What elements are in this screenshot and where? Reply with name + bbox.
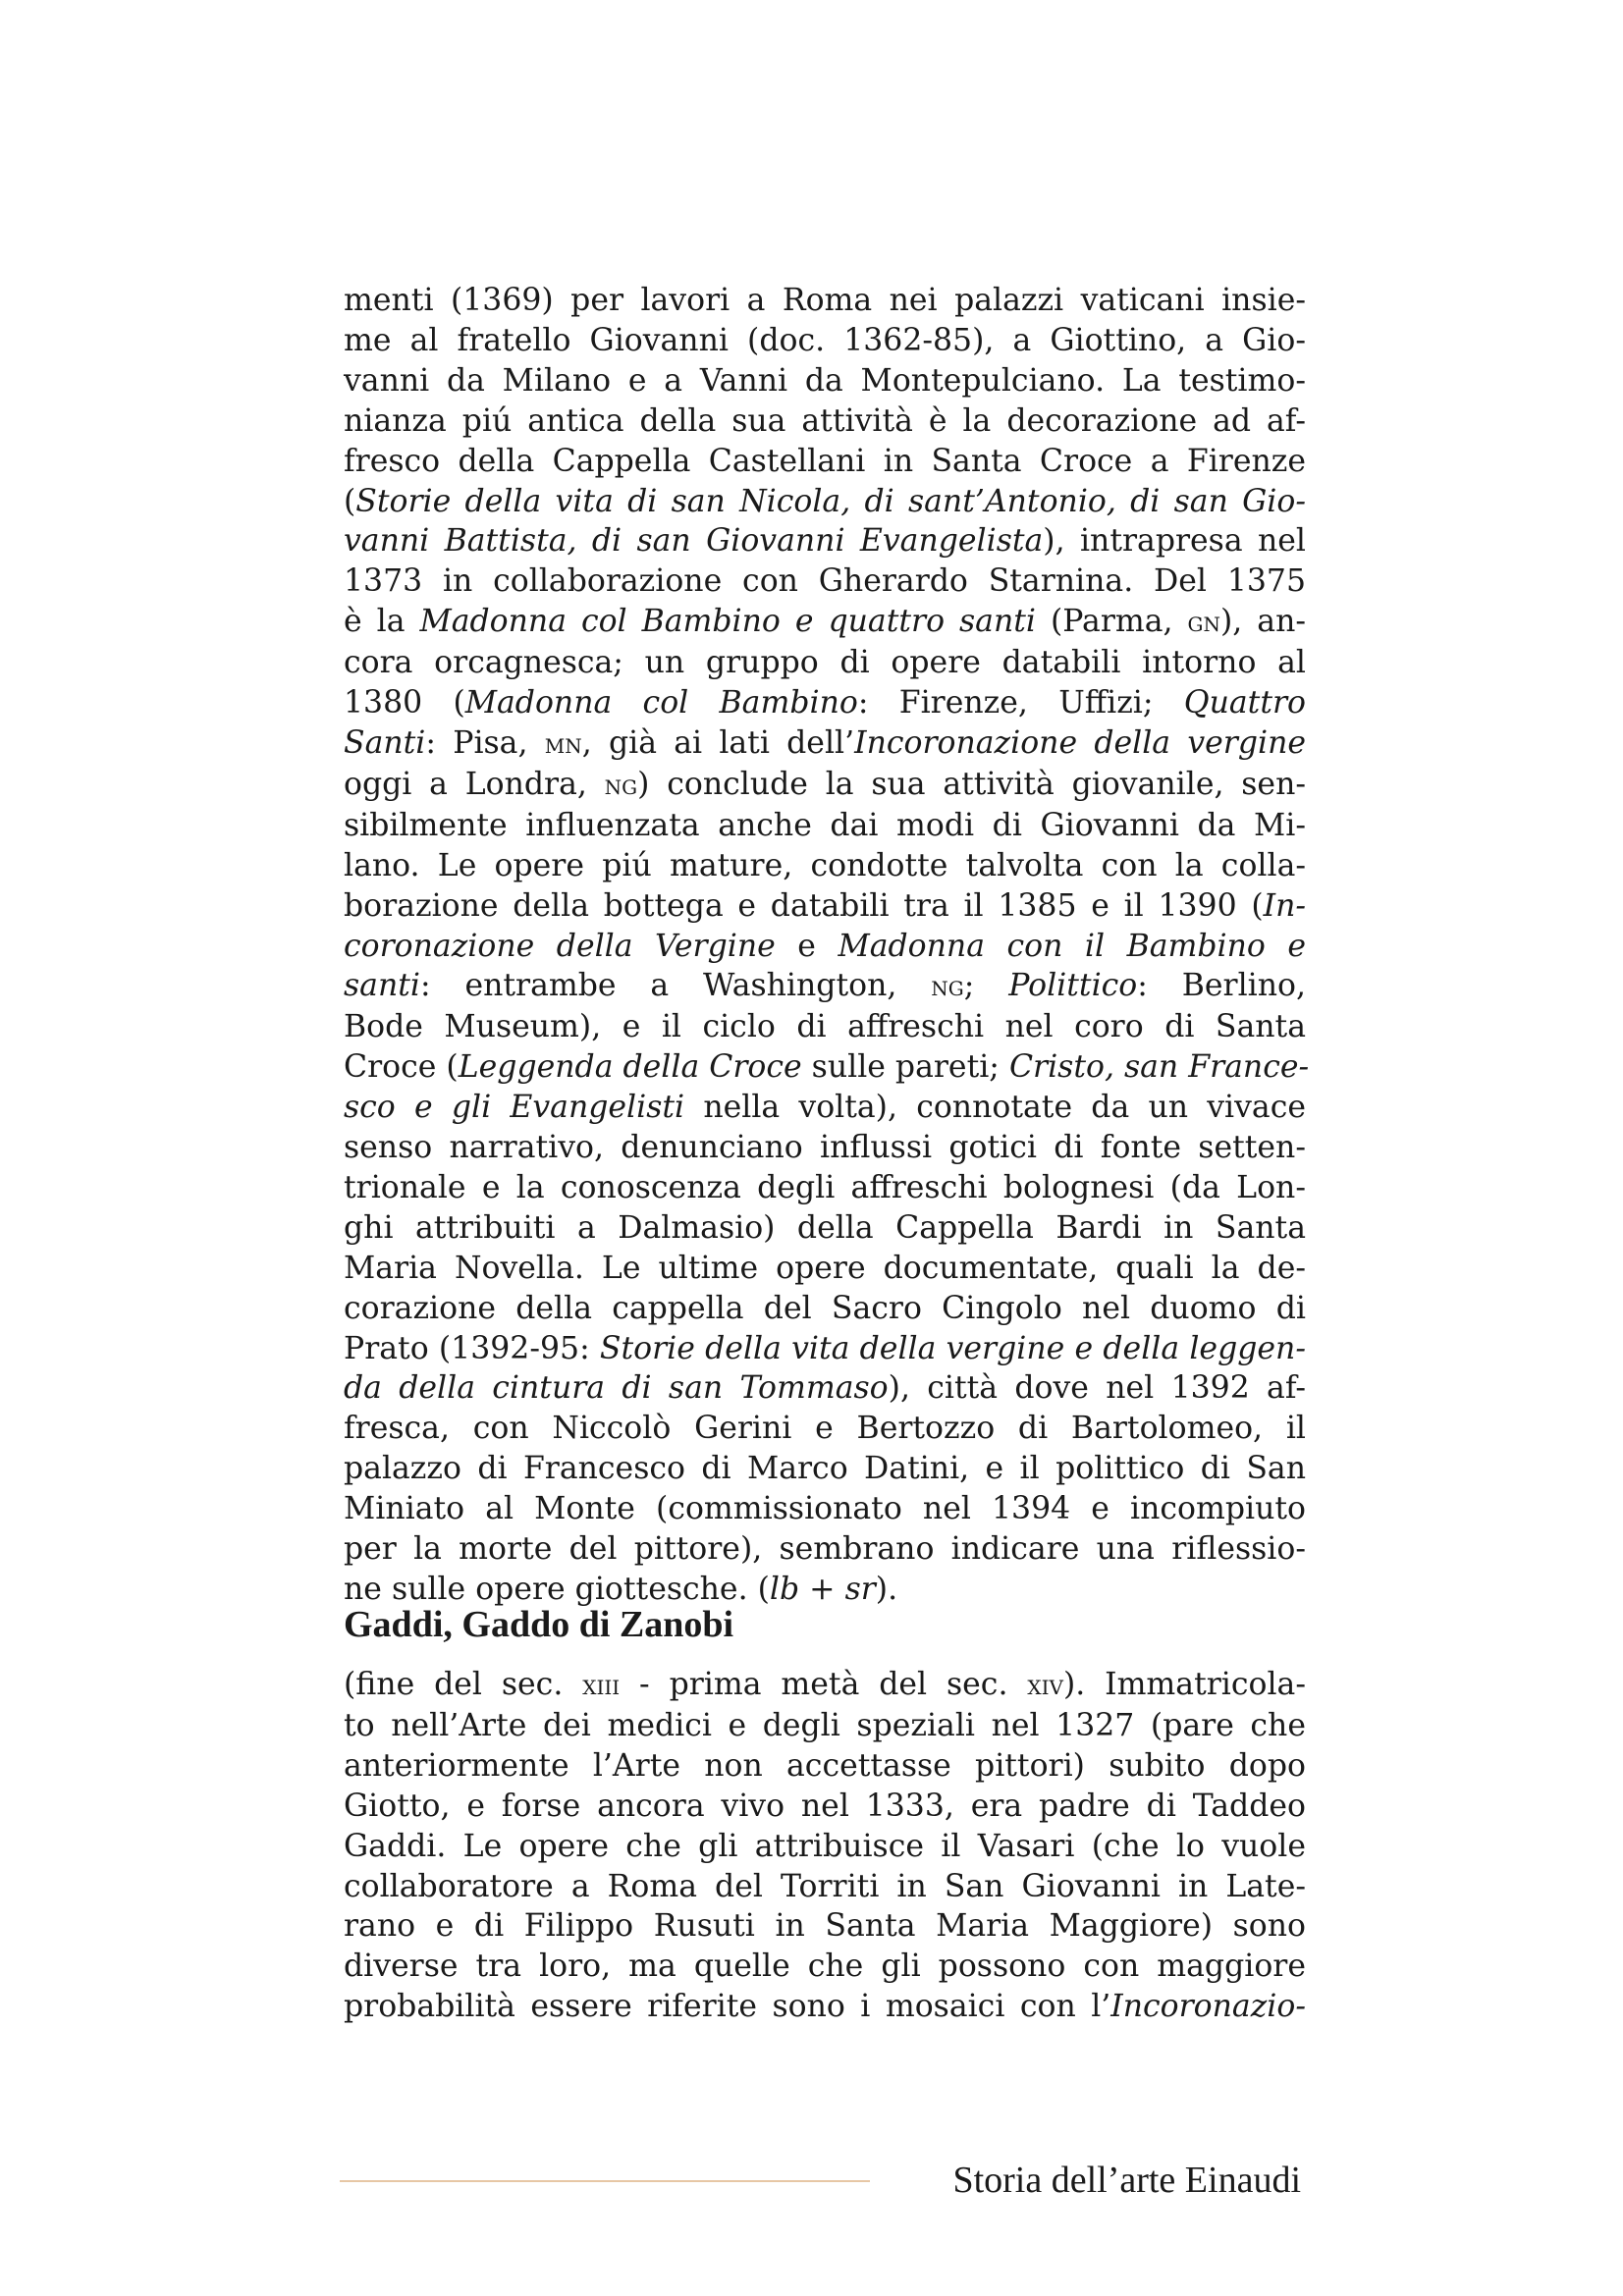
text-run: nianza piú antica della sua attività è la decorazione ad af-	[344, 402, 1306, 439]
text-run: santi	[344, 968, 420, 1004]
text-run: to nell’Arte dei medici e degli speziali nel 1327 (pare che	[344, 1707, 1306, 1743]
text-run: trionale e la conoscenza degli affreschi bolognesi (da Lon-	[344, 1169, 1306, 1205]
text-run: rano e di Filippo Rusuti in Santa Maria Maggiore) sono	[344, 1908, 1306, 1945]
text-run: Quattro	[1183, 685, 1307, 721]
text-line	[344, 1088, 1306, 1128]
text-run: me al fratello Giovanni (doc. 1362-85), a Giottino, a Gio-	[344, 322, 1306, 358]
text-run: Madonna con il Bambino e	[838, 928, 1307, 964]
text-run: ne sulle opere giottesche. (	[344, 1572, 770, 1607]
text-run: Gaddi. Le opere che gli attribuisce il Vasari (che lo vuole	[344, 1828, 1306, 1864]
text-run: (	[344, 483, 356, 519]
text-run: sulle pareti;	[801, 1049, 1009, 1086]
text-run: Incoronazione della vergine	[854, 724, 1306, 761]
text-run: vanni da Milano e a Vanni da Montepulciano. La testimo-	[344, 362, 1306, 399]
text-run: per la morte del pittore), sembrano indicare una riflessio-	[344, 1531, 1306, 1568]
text-run: Bode Museum), e il ciclo di affreschi nel coro di Santa	[344, 1009, 1306, 1045]
text-line	[344, 1128, 1306, 1168]
text-run: xiv	[1027, 1669, 1063, 1701]
text-line	[344, 1489, 1306, 1529]
text-run: Giotto, e forse ancora vivo nel 1333, era padre di Taddeo	[344, 1788, 1306, 1824]
text-run: fresca, con Niccolò Gerini e Bertozzo di Bartolomeo, il	[344, 1411, 1306, 1447]
text-run: palazzo di Francesco di Marco Datini, e il polittico di San	[344, 1451, 1306, 1487]
text-run: e	[775, 928, 839, 964]
text-run: oggi a Londra,	[344, 766, 605, 802]
text-run: (Parma,	[1036, 604, 1188, 640]
text-run: Maria Novella. Le ultime opere documentate, quali la de-	[344, 1250, 1306, 1286]
text-run: corazione della cappella del Sacro Cingolo nel duomo di	[344, 1290, 1306, 1326]
entry-heading: Gaddi, Gaddo di Zanobi	[344, 1604, 734, 1645]
text-run: borazione della bottega e databili tra il 1385 e il 1390 (	[344, 887, 1264, 924]
text-run: : entrambe a Washington,	[419, 968, 932, 1004]
text-line	[344, 561, 1306, 602]
text-line	[344, 1529, 1306, 1570]
text-run: probabilità essere riferite sono i mosaici con l’	[344, 1989, 1111, 2025]
text-run: menti (1369) per lavori a Roma nei palazzi vaticani insie-	[344, 283, 1306, 318]
text-line	[344, 1409, 1306, 1449]
text-line	[344, 765, 1306, 806]
text-line	[344, 1706, 1306, 1746]
text-run: diverse tra loro, ma quelle che gli possono con maggiore	[344, 1949, 1306, 1985]
text-line	[344, 1249, 1306, 1289]
text-run: cora orcagnesca; un gruppo di opere databili intorno al	[344, 645, 1306, 681]
text-run: collaboratore a Roma del Torriti in San Giovanni in Late-	[344, 1868, 1306, 1904]
text-line	[344, 1787, 1306, 1827]
text-run: lb + sr	[769, 1572, 876, 1607]
text-run: sibilmente influenzata anche dai modi di Giovanni da Mi-	[344, 807, 1306, 843]
text-line	[344, 401, 1306, 442]
text-run: fresco della Cappella Castellani in Santa Croce a Firenze	[344, 443, 1306, 479]
text-run: coronazione della Vergine	[344, 928, 776, 964]
text-line	[344, 521, 1306, 561]
text-run: In-	[1263, 887, 1306, 924]
text-line	[344, 1208, 1306, 1249]
text-run: Miniato al Monte (commissionato nel 1394 e incompiuto	[344, 1491, 1306, 1527]
text-run: Santi	[344, 724, 426, 761]
text-run: (fine del sec.	[344, 1667, 583, 1702]
text-line	[344, 1289, 1306, 1329]
text-line	[344, 1329, 1306, 1369]
text-run: ), città dove nel 1392 af-	[888, 1370, 1306, 1407]
text-run: ). Immatricola-	[1062, 1667, 1306, 1702]
text-line	[344, 723, 1306, 765]
footer-rule	[340, 2180, 870, 2182]
text-run: sco e gli Evangelisti	[344, 1090, 685, 1126]
text-line	[344, 643, 1306, 683]
text-line	[344, 683, 1306, 723]
text-run: anteriormente l’Arte non accettasse pittori) subito dopo	[344, 1747, 1306, 1784]
text-line	[344, 1449, 1306, 1489]
entry-continued-text	[344, 281, 1310, 1610]
text-run: Prato (1392-95:	[344, 1330, 600, 1366]
text-run: mn	[544, 726, 582, 760]
text-line	[344, 1947, 1306, 1987]
text-run: 1373 in collaborazione con Gherardo Starnina. Del 1375	[344, 563, 1306, 600]
text-run: senso narrativo, denunciano influssi gotici di fonte setten-	[344, 1130, 1306, 1166]
text-run: Madonna col Bambino e quattro santi	[419, 604, 1036, 640]
text-run: ng	[604, 768, 638, 801]
text-run: Madonna col Bambino	[464, 685, 858, 721]
text-line	[344, 1368, 1306, 1409]
text-run: ), intrapresa nel	[1043, 523, 1306, 560]
text-line	[344, 602, 1306, 643]
text-run: : Pisa,	[425, 724, 545, 761]
text-line	[344, 806, 1306, 846]
text-line	[344, 281, 1306, 321]
text-run: - prima metà del sec.	[620, 1667, 1028, 1702]
text-run: ghi attribuiti a Dalmasio) della Cappella Bardi in Santa	[344, 1209, 1306, 1246]
text-line	[344, 1867, 1306, 1907]
footer-title: Storia dell’arte Einaudi	[952, 2160, 1301, 2201]
text-run: gn	[1187, 606, 1221, 639]
text-line	[344, 1746, 1306, 1787]
text-line	[344, 927, 1306, 967]
text-line	[344, 361, 1306, 401]
text-run: è la	[344, 604, 420, 640]
text-run: lano. Le opere piú mature, condotte talvolta con la colla-	[344, 847, 1306, 883]
text-run: Storie della vita di san Nicola, di sant’Antonio, di san Gio-	[355, 483, 1306, 519]
text-run: ng	[931, 970, 964, 1003]
text-run: Croce (	[344, 1049, 459, 1086]
text-line	[344, 966, 1306, 1007]
text-run: Storie della vita della vergine e della leggen-	[599, 1330, 1306, 1366]
text-run: Leggenda della Croce	[458, 1049, 802, 1086]
text-line	[344, 482, 1306, 522]
text-run: Incoronazio-	[1110, 1989, 1306, 2025]
text-run: : Firenze, Uffizi;	[857, 685, 1184, 721]
text-run: xiii	[582, 1669, 621, 1701]
text-line	[344, 1168, 1306, 1208]
text-line	[344, 1906, 1306, 1947]
text-run: da della cintura di san Tommaso	[344, 1370, 889, 1407]
text-line	[344, 886, 1306, 927]
text-line	[344, 1665, 1306, 1706]
text-line	[344, 321, 1306, 361]
text-run: ) conclude la sua attività giovanile, sen-	[637, 766, 1306, 802]
text-line	[344, 1007, 1306, 1047]
text-run: 1380 (	[344, 685, 465, 721]
entry-new-text	[344, 1665, 1306, 2027]
text-line	[344, 1827, 1306, 1867]
text-run: , già ai lati dell’	[581, 724, 855, 761]
text-line	[344, 1987, 1306, 2027]
text-run: Polittico	[1008, 968, 1138, 1004]
text-run: Cristo, san France-	[1008, 1049, 1310, 1086]
text-line	[344, 846, 1306, 886]
text-run: ), an-	[1220, 604, 1307, 640]
text-run: ;	[963, 968, 1009, 1004]
text-run: vanni Battista, di san Giovanni Evangelista	[344, 523, 1044, 560]
text-run: nella volta), connotate da un vivace	[684, 1090, 1306, 1126]
text-run: : Berlino,	[1137, 968, 1306, 1004]
text-run: ).	[875, 1572, 898, 1607]
text-line	[344, 1047, 1310, 1088]
text-line	[344, 442, 1306, 482]
